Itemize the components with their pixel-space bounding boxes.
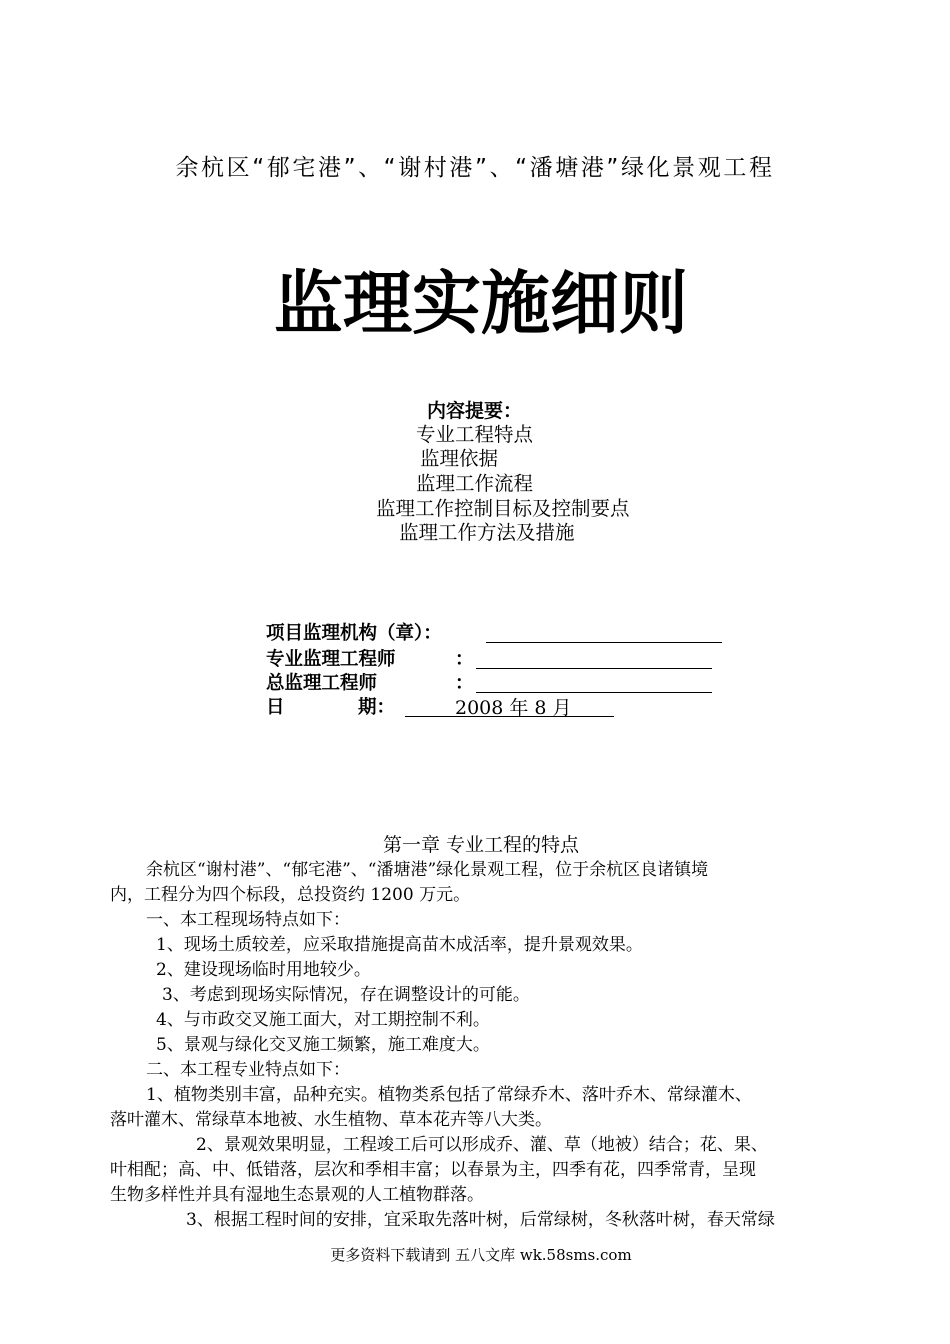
summary-item: 监理工作控制目标及控制要点 (376, 497, 630, 520)
body-paragraph-line: 叶相配；高、中、低错落，层次和季相丰富；以春景为主，四季有花，四季常青，呈现 (110, 1160, 756, 1180)
body-paragraph-line: 3、根据工程时间的安排，宜采取先落叶树，后常绿树，冬秋落叶树，春天常绿 (186, 1210, 775, 1230)
body-paragraph-line: 3、考虑到现场实际情况，存在调整设计的可能。 (162, 985, 530, 1005)
chief-engineer-label: 总监理工程师 (266, 673, 378, 694)
summary-item: 监理工作流程 (416, 472, 534, 495)
date-label: 日 (266, 697, 285, 718)
body-paragraph-line: 2、建设现场临时用地较少。 (156, 960, 371, 980)
body-paragraph-line: 生物多样性并具有湿地生态景观的人工植物群落。 (110, 1185, 484, 1205)
chapter-title: 第一章 专业工程的特点 (382, 834, 580, 856)
body-paragraph-line: 内，工程分为四个标段，总投资约 1200 万元。 (110, 885, 471, 905)
body-paragraph-line: 1、现场土质较差，应采取措施提高苗木成活率，提升景观效果。 (156, 935, 643, 955)
document-title: 监理实施细则 (274, 264, 688, 344)
body-paragraph-line: 一、本工程现场特点如下： (146, 910, 350, 930)
date-value: 2008 年 8 月 (455, 697, 572, 719)
summary-heading: 内容提要： (427, 400, 523, 422)
body-paragraph-line: 2、景观效果明显，工程竣工后可以形成乔、灌、草（地被）结合；花、果、 (196, 1135, 768, 1155)
specialty-engineer-label: 专业监理工程师 (266, 649, 396, 670)
body-paragraph-line: 5、景观与绿化交叉施工频繁，施工难度大。 (156, 1035, 490, 1055)
specialty-engineer-blank (476, 668, 712, 669)
body-paragraph-line: 4、与市政交叉施工面大，对工期控制不利。 (156, 1010, 490, 1030)
supervision-org-blank (486, 642, 722, 643)
date-label: 期： (358, 697, 396, 718)
specialty-engineer-colon: ： (455, 649, 474, 670)
supervision-org-label: 项目监理机构（章）： (266, 623, 442, 644)
page-footer: 更多资料下载请到 五八文库 wk.58sms.com (330, 1246, 632, 1264)
summary-item: 监理依据 (420, 447, 499, 470)
summary-item: 监理工作方法及措施 (399, 521, 575, 544)
body-paragraph-line: 1、植物类别丰富，品种充实。植物类系包括了常绿乔木、落叶乔木、常绿灌木、 (146, 1085, 752, 1105)
chief-engineer-blank (476, 692, 712, 693)
body-paragraph-line: 余杭区“谢村港”、“郁宅港”、“潘塘港”绿化景观工程，位于余杭区良诸镇境 (146, 860, 709, 880)
date-underline (405, 716, 614, 717)
chief-engineer-colon: ： (455, 673, 474, 694)
body-paragraph-line: 落叶灌木、常绿草本地被、水生植物、草本花卉等八大类。 (110, 1110, 552, 1130)
summary-item: 专业工程特点 (416, 423, 534, 446)
body-paragraph-line: 二、本工程专业特点如下： (146, 1060, 350, 1080)
project-title: 余杭区“郁宅港”、“谢村港”、“潘塘港”绿化景观工程 (175, 155, 775, 181)
